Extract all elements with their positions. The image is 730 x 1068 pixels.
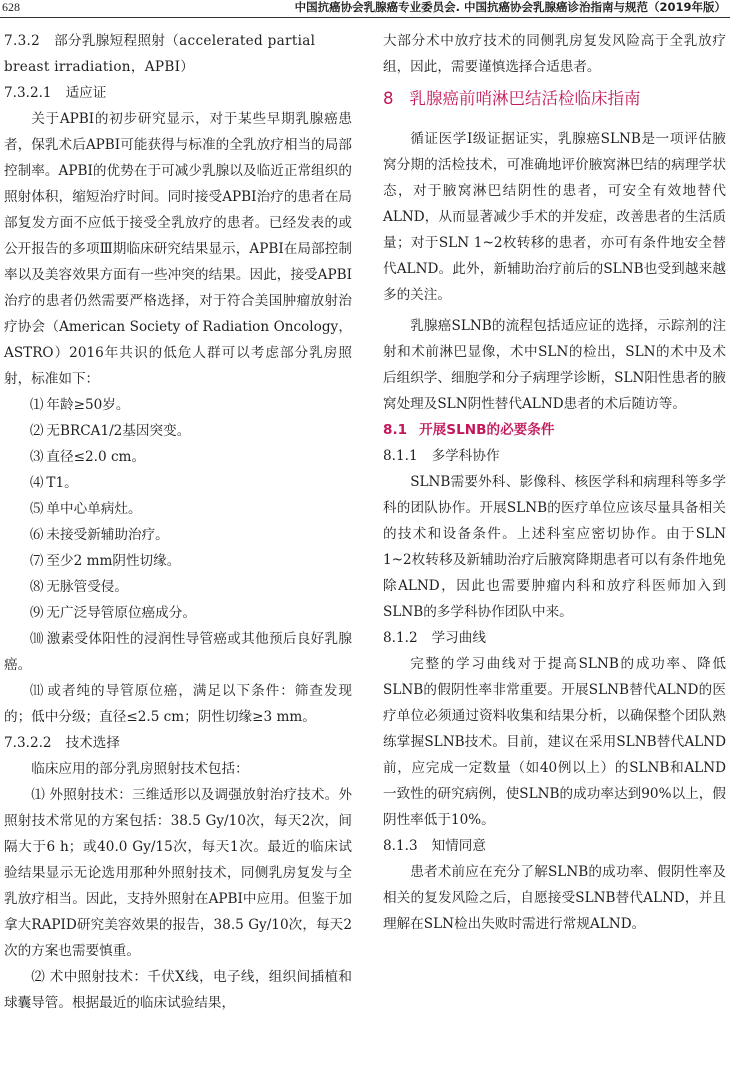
criteria-item [4,522,352,548]
paragraph-tech-external: ⑴ 外照射技术：三维适形以及调强放射治疗技术。外照射技术常见的方案包括：38.5 Gy/10次，每天2次，间隔大于6 h；或40.0 Gy/15次，每天1次。最近的临床试验结果显示无论选用那种外照射技术，同侧乳房复发与全乳放疗相当。因此，支持外照射在APBI中应用。但鉴于加拿大RAPID研究美容效果的报告，38.5 Gy/10次，每天2次的方案也需要慎重。 [4,787,352,959]
page-number: 628 [2,0,20,14]
section-title: 乳腺癌前哨淋巴结活检临床指南 [409,89,641,108]
paragraph-tech-intro: 临床应用的部分乳房照射技术包括： [31,761,249,777]
heading-number: 7.3.2.2 [4,735,52,751]
criteria-item [4,574,352,600]
item-text: 或者纯的导管原位癌，满足以下条件：筛查发现的；低中分级；直径≤2.5 cm；阴性切缘≥3 mm。 [4,683,353,725]
item-marker: ⑹ [29,527,44,543]
item-text: 年龄≥50岁。 [46,397,130,413]
item-text: 无脉管受侵。 [46,579,128,595]
criteria-item [4,392,352,418]
criteria-item [4,626,352,678]
heading-text: 知情同意 [431,838,486,854]
criteria-item [4,470,352,496]
paragraph-slnb-evidence: 循证医学Ⅰ级证据证实，乳腺癌SLNB是一项评估腋窝分期的活检技术，可准确地评价腋窝淋巴结的病理学状态，对于腋窝淋巴结阴性的患者，可安全有效地替代ALND，从而显著减少手术的并发症，改善患者的生活质量；对于SLN 1~2枚转移的患者，亦可有条件地安全替代ALND。此外，新辅助治疗前后的SLNB也受到越来越多的关注。 [383,131,726,303]
heading-7-3-2 [4,28,352,80]
heading-text: 技术选择 [65,735,120,751]
item-text: 单中心单病灶。 [46,501,142,517]
item-text: T1。 [46,475,78,491]
item-text: 激素受体阳性的浸润性导管癌或其他预后良好乳腺癌。 [4,631,352,673]
item-marker: ⑼ [29,605,44,621]
subsection-number: 8.1 [383,422,408,438]
item-marker: ⑷ [29,475,44,491]
paragraph-continued: 大部分术中放疗技术的同侧乳房复发风险高于全乳放疗组，因此，需要谨慎选择合适患者。 [383,33,726,75]
heading-7-3-2-2 [4,730,352,756]
left-column [4,28,352,1016]
criteria-item [4,678,352,730]
heading-8-1-1 [383,443,726,469]
subsection-heading-8-1 [383,417,726,443]
heading-text: 部分乳腺短程照射（accelerated partial breast irradiation，APBI） [4,33,316,75]
paragraph-informed-consent: 患者术前应在充分了解SLNB的成功率、假阴性率及相关的复发风险之后，自愿接受SLNB替代ALND，并且理解在SLN检出失败时需进行常规ALND。 [383,864,726,932]
criteria-item [4,444,352,470]
paragraph-apbi-intro: 关于APBI的初步研究显示，对于某些早期乳腺癌患者，保乳术后APBI可能获得与标准的全乳放疗相当的局部控制率。APBI的优势在于可减少乳腺以及临近正常组织的照射体积，缩短治疗时间。同时接受APBI治疗的患者在局部复发方面不应低于接受全乳放疗的患者。已经发表的或公开报告的多项Ⅲ期临床研究结果显示，APBI在局部控制率以及美容效果方面有一些冲突的结果。因此，接受APBI治疗的患者仍然需要严格选择，对于符合美国肿瘤放射治疗协会（American Society of Radiation Oncology，ASTRO）2016年共识的低危人群可以考虑部分乳房照射，标准如下： [4,111,352,387]
item-marker: ⑽ [29,631,44,647]
item-marker: ⑸ [29,501,44,517]
criteria-item [4,418,352,444]
heading-number: 8.1.3 [383,838,418,854]
heading-number: 7.3.2.1 [4,85,52,101]
item-text: 至少2 mm阴性切缘。 [46,553,181,569]
heading-number: 7.3.2 [4,33,41,49]
paragraph-multidisciplinary: SLNB需要外科、影像科、核医学科和病理科等多学科的团队协作。开展SLNB的医疗单位应该尽量具备相关的技术和设备条件。上述科室应密切协作。由于SLN 1~2枚转移及新辅助治疗后腋窝降期患者可以有条件地免除ALND，因此也需要肿瘤内科和放疗科医师加入到SLNB的多学科协作团队中来。 [383,474,726,620]
item-text: 直径≤2.0 cm。 [46,449,146,465]
right-column [383,28,726,937]
item-marker: ⑻ [29,579,44,595]
heading-8-1-3 [383,833,726,859]
item-text: 无广泛导管原位癌成分。 [46,605,196,621]
item-text: 无BRCA1/2基因突变。 [46,423,191,439]
criteria-item [4,600,352,626]
subsection-title: 开展SLNB的必要条件 [419,422,555,438]
item-marker: ⑶ [29,449,44,465]
paragraph-slnb-workflow: 乳腺癌SLNB的流程包括适应证的选择，示踪剂的注射和术前淋巴显像，术中SLN的检出，SLN的术中及术后组织学、细胞学和分子病理学诊断，SLN阳性患者的腋窝处理及SLN阴性替代ALND患者的术后随访等。 [383,318,726,412]
heading-text: 学习曲线 [431,630,486,646]
section-heading-8 [383,86,726,112]
criteria-item [4,496,352,522]
paragraph-tech-intraop: ⑵ 术中照射技术：千伏X线，电子线，组织间插植和球囊导管。根据最近的临床试验结果， [4,969,352,1011]
item-text: 未接受新辅助治疗。 [46,527,169,543]
heading-8-1-2 [383,625,726,651]
section-number: 8 [383,89,394,108]
running-title: 中国抗癌协会乳腺癌专业委员会. 中国抗癌协会乳腺癌诊治指南与规范（2019年版） [294,0,726,14]
criteria-item [4,548,352,574]
paragraph-learning-curve: 完整的学习曲线对于提高SLNB的成功率、降低SLNB的假阴性率非常重要。开展SLNB替代ALND的医疗单位必须通过资料收集和结果分析，以确保整个团队熟练掌握SLNB技术。目前，建议在采用SLNB替代ALND前，应完成一定数量（如40例以上）的SLNB和ALND一致性的研究病例，使SLNB的成功率达到90%以上，假阴性率低于10%。 [383,656,726,828]
heading-number: 8.1.2 [383,630,418,646]
item-marker: ⑺ [29,553,44,569]
heading-number: 8.1.1 [383,448,418,464]
heading-text: 适应证 [65,85,107,101]
heading-text: 多学科协作 [431,448,500,464]
page-header [0,0,730,18]
item-marker: ⑴ [29,397,44,413]
heading-7-3-2-1 [4,80,352,106]
item-marker: ⑵ [29,423,44,439]
item-marker: ⑾ [29,683,45,699]
